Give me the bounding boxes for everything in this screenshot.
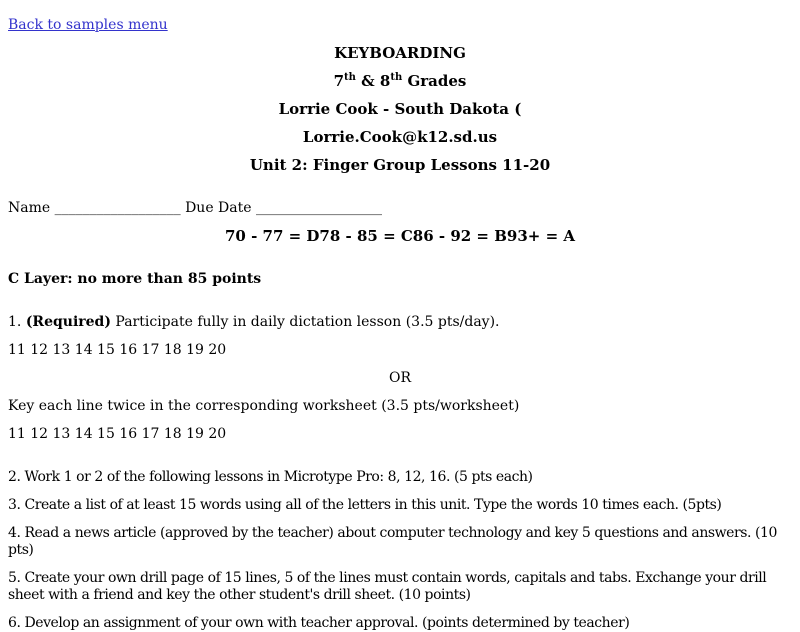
lesson-numbers-row-2: 11 12 13 14 15 16 17 18 19 20 <box>8 426 227 442</box>
due-date-blank-line: __________________ <box>256 200 382 216</box>
item-1-prefix: 1. <box>8 314 26 330</box>
grades-num2: 8 <box>379 72 391 90</box>
item-5: 5. Create your own drill page of 15 lines, 5 of the lines must contain words, capitals and tabs. Exchange your drill sheet with a friend and key the other student's drill sheet. (10 points) <box>8 570 767 603</box>
grades-heading <box>8 73 792 90</box>
page-title: KEYBOARDING <box>334 44 466 62</box>
name-label: Name <box>8 200 51 216</box>
item-3: 3. Create a list of at least 15 words using all of the letters in this unit. Type the words 10 times each. (5pts) <box>8 497 722 513</box>
email-heading: Lorrie.Cook@k12.sd.us <box>302 128 498 146</box>
item-1-text: Participate fully in daily dictation lesson (3.5 pts/day). <box>110 314 500 330</box>
grades-sup2: th <box>390 72 403 83</box>
back-link-row <box>8 17 792 34</box>
grades-num1: 7 <box>333 72 345 90</box>
or-divider: OR <box>388 370 412 386</box>
lesson-numbers-row-1: 11 12 13 14 15 16 17 18 19 20 <box>8 342 227 358</box>
alt-option-text: Key each line twice in the corresponding worksheet (3.5 pts/worksheet) <box>8 398 520 414</box>
back-to-samples-link[interactable]: Back to samples menu <box>8 17 168 33</box>
c-layer-heading: C Layer: no more than 85 points <box>8 271 262 287</box>
grade-scale-line: 70 - 77 = D78 - 85 = C86 - 92 = B93+ = A <box>224 227 575 245</box>
item-1-required-label: (Required) <box>25 314 111 330</box>
unit-heading: Unit 2: Finger Group Lessons 11-20 <box>249 156 551 174</box>
item-2: 2. Work 1 or 2 of the following lessons in Microtype Pro: 8, 12, 16. (5 pts each) <box>8 469 533 485</box>
grades-mid: & <box>355 72 380 90</box>
name-due-date-row <box>8 200 792 217</box>
due-date-label: Due Date <box>185 200 252 216</box>
grades-tail: Grades <box>402 72 467 90</box>
item-6: 6. Develop an assignment of your own with teacher approval. (points determined by teacher) <box>8 615 630 631</box>
grades-sup1: th <box>344 72 356 83</box>
name-blank-line: __________________ <box>54 200 181 216</box>
item-1 <box>8 314 792 331</box>
author-heading: Lorrie Cook - South Dakota ( <box>278 100 522 118</box>
item-4: 4. Read a news article (approved by the teacher) about computer technology and key 5 questions and answers. (10 pts) <box>8 525 777 558</box>
